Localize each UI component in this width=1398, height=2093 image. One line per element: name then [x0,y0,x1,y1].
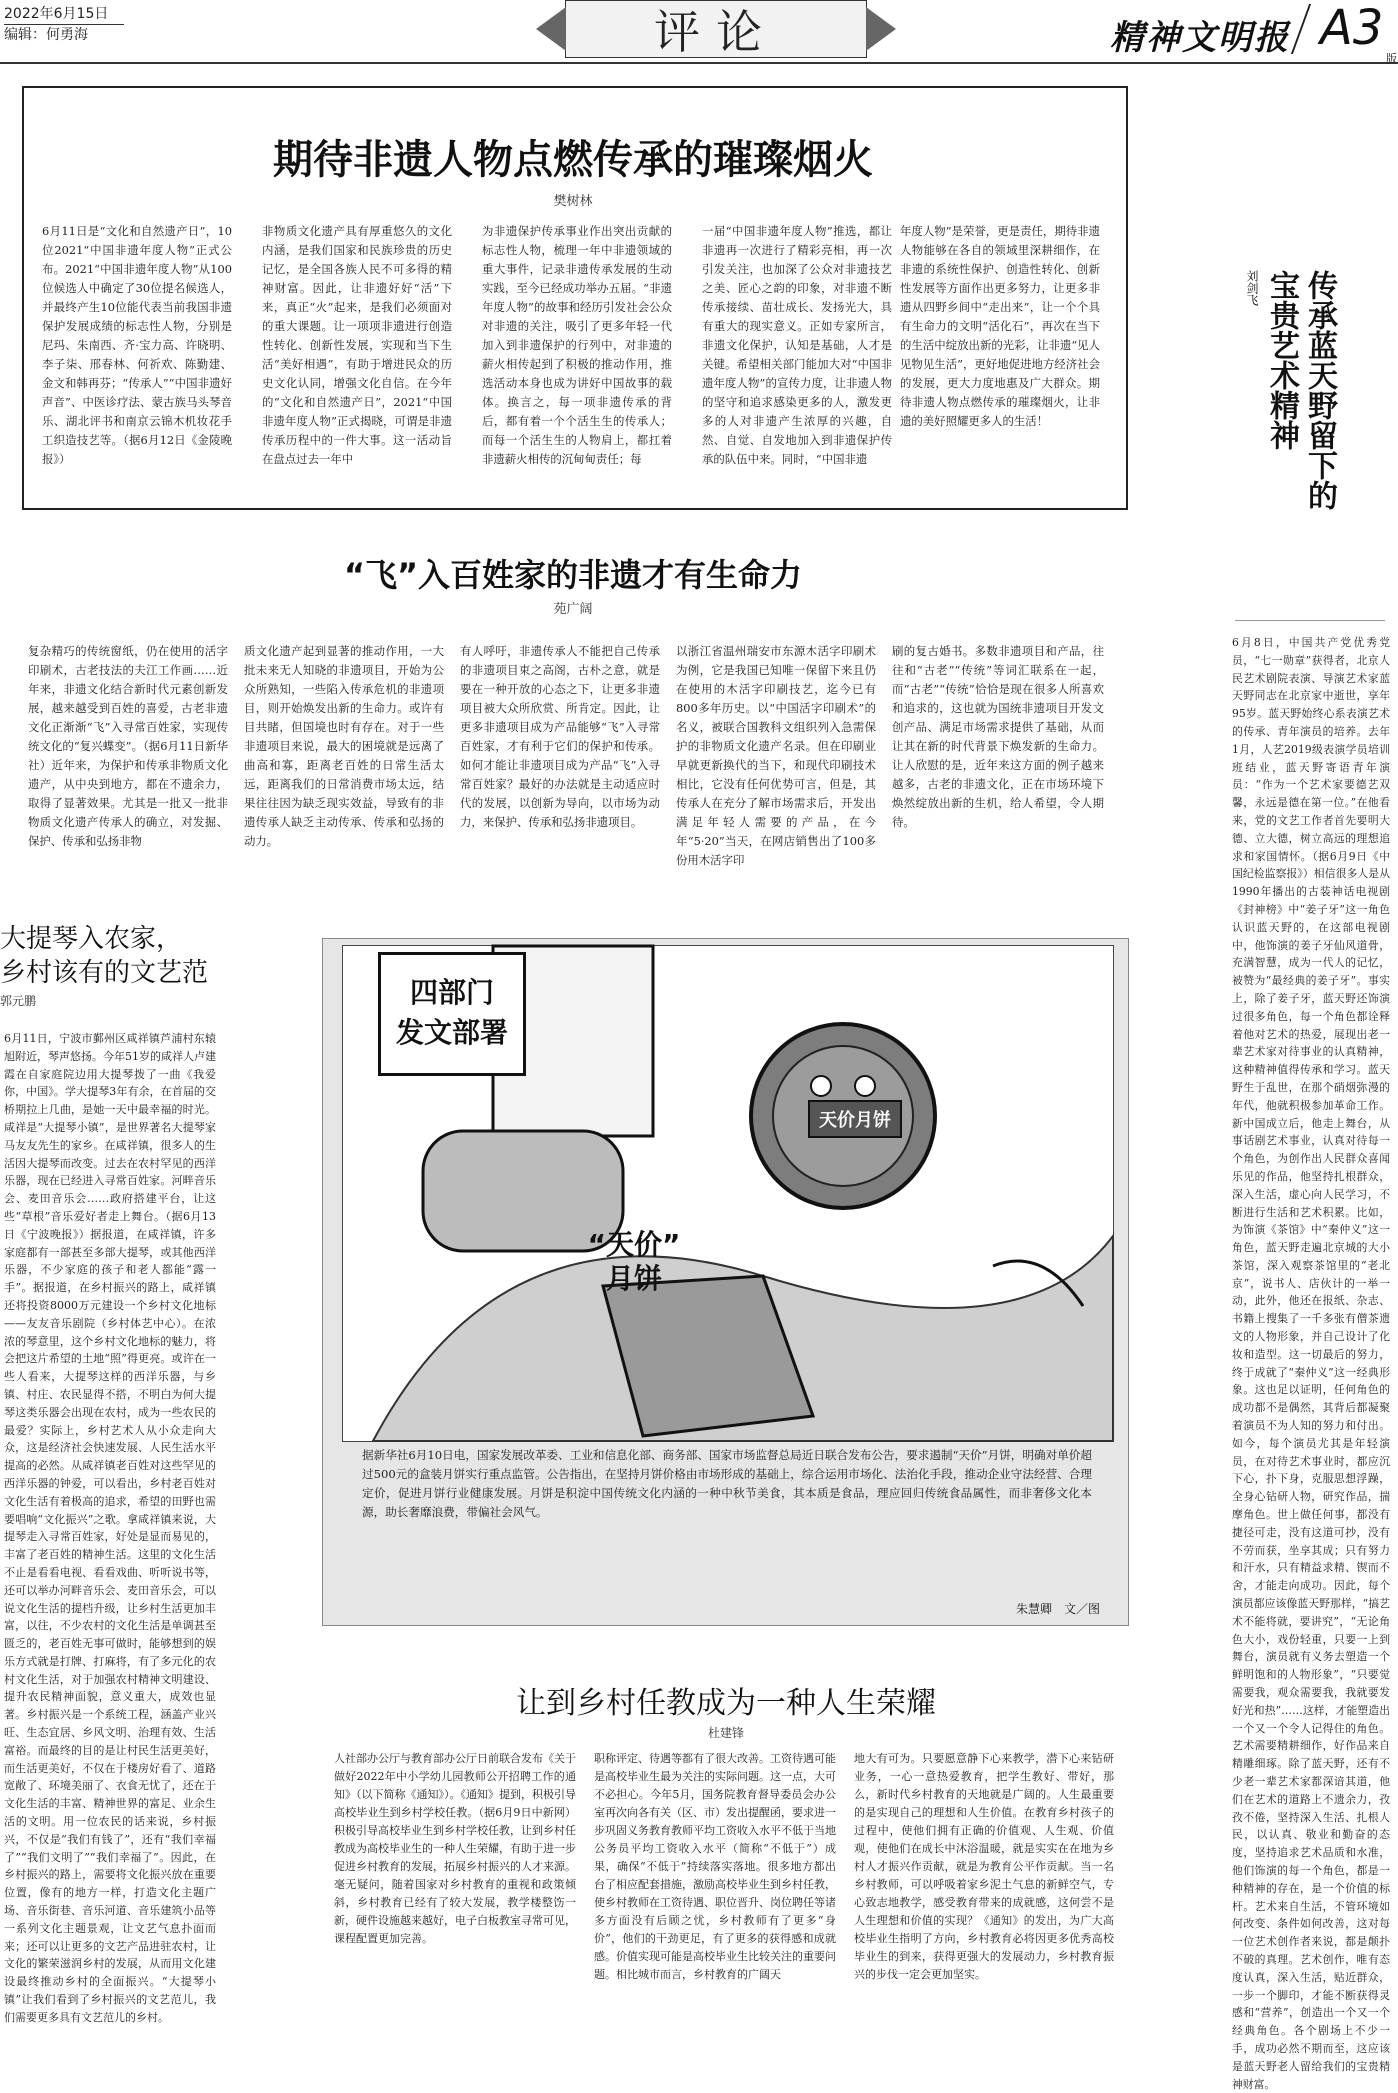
masthead-date-block [4,4,124,45]
article5-col-1: 人社部办公厅与教育部办公厅日前联合发布《关于做好2022年中小学幼儿园教师公开招聘工作的通知》（以下简称《通知》）。《通知》提到，积极引导高校毕业生到乡村学校任教。（据6月9日中新网）积极引导高校毕业生到乡村学校任教，让到乡村任教成为高校毕业生的一种人生荣耀，有助于进一步促进乡村教育的发展，拓展乡村振兴的人才来源。毫无疑问，随着国家对乡村教育的重视和政策倾斜，乡村教育已经有了较大发展，教学楼整饬一新，硬件设施越来越好，电子白板教室寻常可见，课程配置更加完善。 [334,1752,576,1945]
cartoon-sign: 四部门 发文部署 [378,952,526,1076]
cartoon-credit: 朱慧卿 文／图 [1015,1602,1100,1616]
page-number: A3 [1320,0,1384,56]
triangle-left-icon [536,7,566,51]
triangle-right-icon [866,7,896,51]
article1-col-5: 年度人物”是荣誉，更是责任，期待非遗人物能够在各自的领域里深耕细作，在非遗的系统性保护、创造性转化、创新性发展等方面作出更多努力，让更多非遗从四野乡间中“走出来”，让一个个具有生命力的文明“活化石”，再次在当下的生活中绽放出新的光彩，让非遗“见人见物见生活”，更好地促进地方经济社会的发展，更大力度地惠及广大群众。期待非遗人物点燃传承的璀璨烟火，让非遗的美好照耀更多人的生活！ [900,224,1100,428]
article1-col-2: 非物质文化遗产具有厚重悠久的文化内涵，是我们国家和民族珍贵的历史记忆，是全国各族人民不可多得的精神财富。因此，让非遗好好“活”下来，真正“火”起来，是我们必须面对的重大课题。让一项项非遗进行创造性转化、创新性发展，实现和当下生活“美好相遇”，有助于增进民众的历史文化认同，增强文化自信。在今年的“文化和自然遗产日”，2021“中国非遗年度人物”正式揭晓，可谓是非遗传承历程中的一件大事。这一活动旨在盘点过去一年中 [262,224,452,466]
article2-title: “飞”入百姓家的非遗才有生命力 [343,556,803,594]
masthead-rule [0,62,1398,64]
article1-col-1: 6月11日是“文化和自然遗产日”，10位2021“中国非遗年度人物”正式公布。2021“中国非遗年度人物”从100位候选人中确定了30位提名候选人，并最终产生10位能代表当前我国非遗保护发展成绩的标志性人物，分别是尼玛、朱南西、齐·宝力高、许晓明、李子柒、邢春林、何祈欢、陈勤建、金文和韩再芬；“传承人”“中国非遗好声音”、中医诊疗法、蒙古族马头琴音乐、湖北评书和南京云锦木机妆花手工织造技艺等。（据6月12日《金陵晚报》） [42,224,232,466]
article3-title-line2: 宝贵艺术精神 [1264,270,1299,450]
article5-author: 杜建锋 [707,1726,744,1740]
article5-title: 让到乡村任教成为一种人生荣耀 [516,1686,936,1721]
article2-col-3: 有人呼吁，非遗传承人不能把自己传承的非遗项目束之高阁，古朴之意，就是要在一种开放的心态之下，让更多非遗项目被大众所欣赏、所肯定。因此，让更多非遗项目成为产品能够“飞”入寻常百姓家，才有利于它们的保护和传承。如何才能让非遗项目成为产品“飞”入寻常百姓家？最好的办法就是主动适应时代的发展，以创新为导向，以市场为动力，来保护、传承和弘扬非遗项目。 [460,644,660,829]
article4-title-line1: 大提琴入农家， [0,924,183,954]
article2-col-1: 复杂精巧的传统窗纸，仍在使用的活字印刷术，古老技法的夫江工作画……近年来，非遗文化结合新时代元素创新发展，越来越受到百姓的喜爱，古老非遗文化正渐渐“飞”入寻常百姓家，实现传统文化的“复兴蝶变”。（据6月11日新华社）近年来，为保护和传承非物质文化遗产，从中央到地方，都在不遗余力，取得了显著效果。尤其是一批又一批非物质文化遗产传承人的确立，对发掘、保护、传承和弘扬非物 [28,644,228,848]
article1-col-3: 为非遗保护传承事业作出突出贡献的标志性人物，梳理一年中非遗领域的重大事件，记录非遗传承发展的生动实践，至今已经成功举办五届。“非遗年度人物”的故事和经历引发社会公众对非遗的关注，吸引了更多年轻一代加入到非遗保护的行列中，对非遗的薪火相传起到了积极的推动作用，推选活动本身也成为讲好中国故事的载体。换言之，每一项非遗传承的背后，都有着一个个活生生的传承人；而每一个活生生的人物肩上，都扛着非遗薪火相传的沉甸甸责任；每 [482,224,672,466]
article4-title [0,922,310,990]
article5-col-3: 地大有可为。只要愿意静下心来教学，潜下心来钻研业务，一心一意热爱教育，把学生教好、带好，那么，新时代乡村教育的天地就是广阔的。人生最重要的是实现自己的理想和人生价值。在教育乡村孩子的过程中，使他们拥有正确的价值观、人生观、价值观，使他们在成长中沐浴温暖，就是实实在在地为乡村人才振兴作贡献，就是为教育公平作贡献。当一名乡村教师，可以呼吸着家乡泥土气息的新鲜空气，专心致志地教学，感受教育带来的成就感，这何尝不是人生理想和价值的实现？《通知》的发出，为广大高校毕业生指明了方向，乡村教育必将因更多优秀高校毕业生的到来，获得更强大的发展动力，乡村教育振兴的步伐一定会更加坚实。 [854,1752,1114,1981]
article5-col-2: 职称评定、待遇等都有了很大改善。工资待遇可能是高校毕业生最为关注的实际问题。这一点，大可不必担心。今年5月，国务院教育督导委员会办公室再次向各有关（区、市）发出提醒函，要求进一步巩固义务教育教师平均工资收入水平不低于当地公务员平均工资收入水平（简称“不低于”）成果，确保“不低于”持续落实落地。很多地方都出台了相应配套措施，激励高校毕业生到乡村任教，使乡村教师在工资待遇、职位晋升、岗位聘任等诸多方面没有后顾之忧，乡村教师有了更多“身价”，他们的干劲更足，有了更多的获得感和成就感。价值实现可能是高校毕业生比较关注的重要问题。相比城市而言，乡村教育的广阔天 [594,1752,836,1981]
cartoon-caption: 据新华社6月10日电，国家发展改革委、工业和信息化部、商务部、国家市场监督总局近日联合发布公告，要求遏制“天价”月饼，明确对单价超过500元的盒装月饼实行重点监管。公告指出，在坚持月饼价格由市场形成的基础上，综合运用市场化、法治化手段，推动企业守法经营、合理定价，促进月饼行业健康发展。月饼是积淀中国传统文化内涵的一种中秋节美食，其本质是食品，理应回归传统食品属性，而非奢侈文化本源，助长奢靡浪费，带偏社会风气。 [362,1448,1092,1519]
article4-author: 郭元鹏 [0,994,37,1008]
mooncake-label: 天价月饼 [808,1100,902,1138]
article2-col-5: 刷的复古婚书。多数非遗项目和产品，往往和“古老”“传统”等词汇联系在一起，而“古老”“传统”恰恰是现在很多人所喜欢和追求的，这也就为国统非遗项目开发文创产品、满足市场需求提供了基础，从而让其在新的时代背景下焕发新的生命力。让人欣慰的是，近年来这方面的例子越来越多，古老的非遗文化，正在市场环境下焕然绽放出新的生机，给人希望，令人期待。 [892,644,1104,829]
section-banner [565,0,867,58]
article1-author: 樊树林 [553,194,593,209]
masthead-slash [1291,4,1311,54]
article3-divider [1235,620,1385,621]
article3-body: 6月8日，中国共产党优秀党员，“七一勋章”获得者，北京人民艺术剧院表演、导演艺术家蓝天野同志在北京家中逝世，享年95岁。蓝天野始终心系表演艺术的传承、青年演员的培养。去年1月，人艺2019级表演学员培训班结业，蓝天野寄语青年演员：“作为一个艺术家要德艺双馨，永远是德在第一位。”在他看来，党的文艺工作者首先要明大德、立大德，树立高远的理想追求和家国情怀。（据6月9日《中国纪检监察报》）相信很多人是从1990年播出的古装神话电视剧《封神榜》中“姜子牙”这一角色认识蓝天野的，在这部电视剧中，他饰演的姜子牙仙风道骨，充满智慧，成为一代人的记忆，被赞为“最经典的姜子牙”。事实上，除了姜子牙，蓝天野还饰演过很多角色，每一个角色都诠释着他对艺术的热爱，展现出老一辈艺术家对待事业的认真精神，这种精神值得传承和学习。蓝天野生于乱世，在那个硝烟弥漫的年代，他就积极参加革命工作。新中国成立后，他走上舞台，从事话剧艺术事业，认真对待每一个角色，为创作出人民群众喜闻乐见的作品，他坚持扎根群众，深入生活，虚心向人民学习，不断进行生活和艺术积累。比如，为饰演《茶馆》中“秦仲义”这一角色，蓝天野走遍北京城的大小茶馆，深入观察茶馆里的“老北京”，说书人、店伙计的一举一动，此外，他还在报纸、杂志、书籍上搜集了一千多张有僧茶遗文的人物形象，并自己设计了化妆和造型。这一切最后的努力，终于成就了“秦仲义”这一经典形象。这也足以证明，任何角色的成功都不是偶然，其背后都凝聚着演员不为人知的努力和付出。如今，每个演员尤其是年轻演员，在对待艺术事业时，都应沉下心，扑下身，克服思想浮躁，全身心钻研人物，研究作品，揣摩角色。世上做任何事，都没有捷径可走，没有这道可抄，没有不劳而获，坐享其成；只有努力和汗水，只有精益求精、锲而不舍，才能走向成功。因此，每个演员都应该像蓝天野那样，“搞艺术不能将就，要讲究”，“无论角色大小，戏份轻重，只要一上到舞台，演员就有义务去塑造一个鲜明饱和的人物形象”，“只要觉需要我，观众需要我，我就要发好光和热”……这样，才能塑造出一个又一个令人记得住的角色。艺术需要精耕细作，好作品来自精雕细琢。除了蓝天野，还有不少老一辈艺术家都深谙其道，他们在艺术的道路上不遗余力，孜孜不倦，坚持深入生活、扎根人民，以认真、敬业和勤奋的态度，坚持追求艺术品质和水准，他们饰演的每一个角色，都是一种精神的存在，是一个价值的标杆。艺术来自生活，不管环境如何改变、条件如何改善，这对每一位艺术创作者来说，都是颠扑不破的真理。艺术创作，唯有态度认真，深入生活，贴近群众，一步一个脚印，才能不断获得灵感和“营养”，创造出一个又一个经典角色。各个剧场上不少一手，成功必然不期而至，这应该是蓝天野老人留给我们的宝贵精神财富。 [1232,636,1390,2091]
cartoon-banner-text: “天价” 月饼 [587,1228,681,1295]
editor-credit: 编辑：何勇海 [4,27,88,43]
article4-title-line2: 乡村该有的文艺范 [0,958,209,988]
section-title: 评论 [654,5,778,59]
issue-date: 2022年6月15日 [4,6,109,22]
article3-author: 刘剑飞 [1245,270,1259,306]
article2-col-4: 以浙江省温州瑞安市东源木活字印刷术为例，它是我国已知唯一保留下来且仍在使用的木活字印刷技艺，迄今已有800多年历史。以“中国活字印刷术”的名义，被联合国教科文组织列入急需保护的非物质文化遗产名录。但在印刷业早就更新换代的当下，和现代印刷技术相比，它没有任何优势可言，但是，其传承人在充分了解市场需求后，开发出满足年轻人需要的产品，在今年“5·20”当天，在网店销售出了100多份用木活字印 [676,644,876,867]
article2-col-2: 质文化遗产起到显著的推动作用，一大批未来无人知晓的非遗项目，开始为公众所熟知，一些陷入传承危机的非遗项目，则开始焕发出新的生命力。或许有目共睹，但国境也时有存在。对于一些非遗项目来说，最大的困境就是远离了曲高和寡，距离老百姓的日常生活太远，距离我们的日常消费市场太远，结果往往因为缺乏现实效益，导致有的非遗传承人缺乏主动传承、传承和弘扬的动力。 [244,644,444,848]
article2-author: 苑广阔 [553,602,593,617]
paper-name: 精神文明报 [1110,18,1290,58]
article1-title: 期待非遗人物点燃传承的璀璨烟火 [273,137,873,183]
page-suffix: 版 [1386,52,1397,65]
article3-title-line1: 传承蓝天野留下的 [1302,270,1337,510]
article4-body: 6月11日，宁波市鄞州区咸祥镇芦浦村东辕旭附近，琴声悠扬。今年51岁的咸祥人卢建霞在自家庭院边用大提琴拨了一曲《我爱你，中国》。学大提琴3年有余，在首届的交桥期拉上几曲，是她一天中最幸福的时光。咸祥是“大提琴小镇”，是世界著名大提琴家马友友先生的家乡。在咸祥镇，很多人的生活因大提琴而改变。过去在农村罕见的西洋乐器，现在已经进入寻常百姓家。河畔音乐会、麦田音乐会……政府搭建平台，让这些“草根”音乐爱好者走上舞台。（据6月13日《宁波晚报》）据报道，在咸祥镇，许多家庭都有一部甚至多部大提琴，或其他西洋乐器，不少家庭的孩子和老人都能“露一手”。据报道，在乡村振兴的路上，咸祥镇还将投资8000万元建设一个乡村文化地标——友友音乐剧院（乡村体艺中心）。在浓浓的琴意里，这个乡村文化地标的魅力，将会把这片希望的土地“照”得更亮。或许在一些人看来，大提琴这样的西洋乐器，与乡镇、村庄、农民显得不搭，不明白为何大提琴这类乐器会出现在农村，成为一些农民的最爱？实际上，乡村艺术人从小众走向大众，这是经济社会快速发展、人民生活水平提高的必然。从咸祥镇老百姓对这些罕见的西洋乐器的钟爱，可以看出，乡村老百姓对文化生活有着极高的追求，希望的田野也需要唱响“文化振兴”之歌。拿咸祥镇来说，大提琴走入寻常百姓家，好处是显而易见的，丰富了老百姓的精神生活。这里的文化生活不止是看看电视、看看戏曲、听听说书等，还可以举办河畔音乐会、麦田音乐会，可以说文化生活的提档升级，让乡村生活更加丰富，以往，不少农村的文化生活是单调甚至匮乏的，老百姓无事可做时，能够想到的娱乐方式就是打牌、打麻将，有了多元化的农村文化生活，对于加强农村精神文明建设、提升农民精神面貌，意义重大，成效也显著。乡村振兴是一个系统工程，涵盖产业兴旺、生态宜居、乡风文明、治理有效、生活富裕。而最终的目的是让村民生活更美好，而生活更美好，不仅在于楼房好看了、道路宽敞了、环境美丽了、衣食无忧了，还在于文化生活的丰富、精神世界的富足、业余生活的文明。用一位农民的话来说，乡村振兴，不仅是“我们有钱了”，还有“我们幸福了”“我们文明了”“我们幸福了”。因此，在乡村振兴的路上，需要将文化振兴放在重要位置，像有的地方一样，打造文化主题广场、音乐街巷、音乐河道、音乐建筑小品等一系列文化主题景观，让文艺气息扑面而来；还可以让更多的文艺产品进驻农村，让文化的繁荣滋润乡村的发展，从而用文化建设最终推动乡村的全面振兴。“大提琴小镇”让我们看到了乡村振兴的文艺范儿，我们需要更多具有文艺范儿的乡村。 [4,1032,216,2024]
article1-col-4: 一届“中国非遗年度人物”推选，都让非遗再一次进行了精彩亮相，再一次引发关注，也加深了公众对非遗技艺之美、匠心之韵的印象，对非遗不断传承接续、苗壮成长、发扬光大，具有重大的现实意义。正如专家所言，非遗文化保护，认知是基础，人才是关键。希望相关部门能加大对“中国非遗年度人物”的宣传力度，让非遗人物的坚守和追求感染更多的人，激发更多的人对非遗产生浓厚的兴趣，自然、自觉、自发地加入到非遗保护传承的队伍中来。同时，“中国非遗 [702,224,892,466]
